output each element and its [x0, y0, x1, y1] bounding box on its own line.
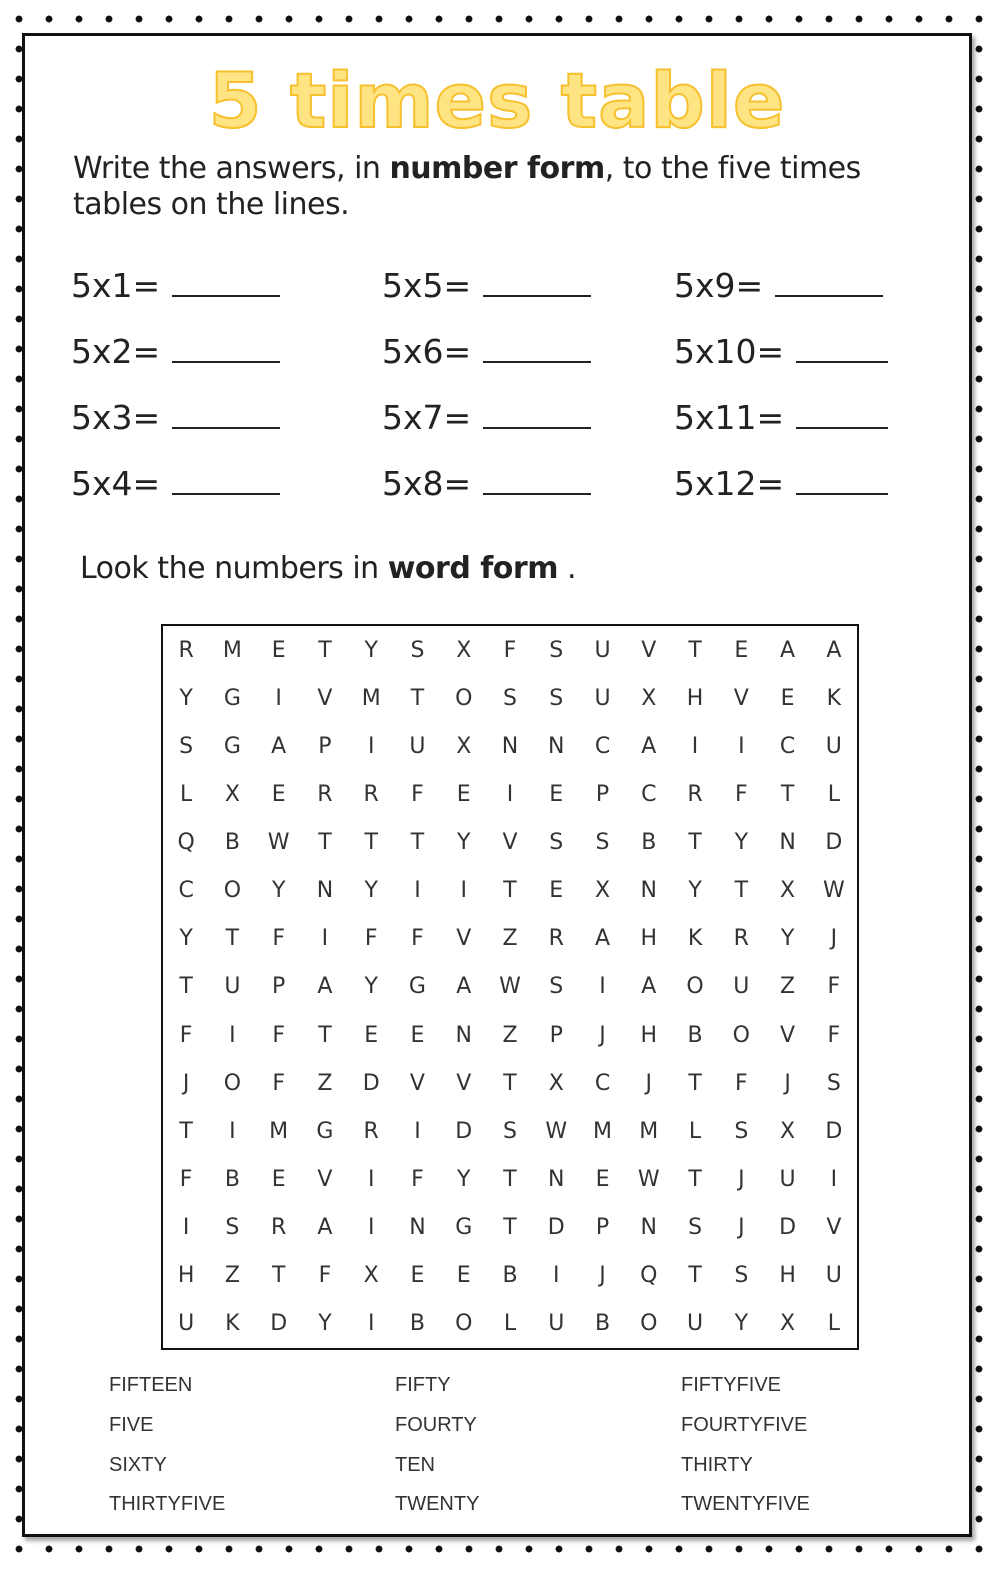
grid-letter[interactable]: Z	[502, 1022, 518, 1048]
equation-label: 5x11=	[674, 398, 785, 437]
answer-line[interactable]	[483, 403, 591, 429]
grid-letter[interactable]: X	[780, 878, 796, 904]
grid-letter[interactable]: Z	[317, 1070, 333, 1096]
instruction-start: Write the answers, in	[73, 151, 390, 186]
equation-label: 5x10=	[674, 332, 785, 371]
grid-letter[interactable]: N	[548, 733, 565, 759]
grid-letter[interactable]: J	[599, 1263, 606, 1289]
grid-letter[interactable]: A	[826, 637, 842, 663]
grid-letter[interactable]: S	[549, 637, 564, 663]
grid-letter[interactable]: A	[456, 974, 472, 1000]
grid-letter[interactable]: A	[594, 926, 611, 952]
equation	[674, 464, 888, 503]
grid-letter[interactable]: X	[641, 685, 657, 711]
grid-letter[interactable]: I	[738, 733, 745, 759]
grid-letter[interactable]: F	[272, 1070, 285, 1096]
grid-letter[interactable]: R	[548, 926, 564, 952]
grid-letter[interactable]: K	[225, 1311, 240, 1337]
grid-letter[interactable]: T	[271, 1263, 286, 1289]
grid-letter[interactable]: S	[225, 1215, 240, 1241]
grid-letter[interactable]: B	[224, 1167, 240, 1193]
grid-letter[interactable]: X	[594, 878, 611, 904]
grid-letter[interactable]: I	[367, 1215, 375, 1241]
grid-letter[interactable]: I	[599, 974, 606, 1000]
grid-letter[interactable]: V	[456, 926, 472, 952]
grid-letter[interactable]: G	[408, 974, 426, 1000]
grid-letter[interactable]: S	[549, 830, 564, 856]
grid-letter[interactable]: F	[179, 1167, 193, 1193]
word-prompt-start: Look the numbers in	[80, 551, 388, 586]
grid-letter[interactable]: C	[641, 781, 657, 807]
grid-letter[interactable]: R	[363, 781, 379, 807]
grid-letter[interactable]: X	[224, 781, 240, 807]
word-prompt-end: .	[557, 551, 577, 586]
grid-letter[interactable]: E	[456, 1263, 471, 1289]
word-list-item: FIVE	[109, 1414, 154, 1436]
grid-letter[interactable]: V	[456, 1070, 472, 1096]
grid-letter[interactable]: T	[225, 926, 240, 952]
equation	[382, 266, 591, 305]
grid-letter[interactable]: D	[825, 1118, 843, 1144]
grid-letter[interactable]: R	[363, 1118, 379, 1144]
grid-letter[interactable]: T	[734, 878, 749, 904]
grid-letter[interactable]: E	[780, 685, 795, 711]
grid-letter[interactable]: E	[271, 637, 286, 663]
grid-letter[interactable]: Z	[224, 1263, 240, 1289]
grid-letter[interactable]: A	[780, 637, 796, 663]
grid-letter[interactable]: S	[595, 830, 610, 856]
grid-letter[interactable]: A	[641, 974, 657, 1000]
grid-letter[interactable]: I	[229, 1022, 236, 1048]
grid-letter[interactable]: U	[825, 733, 842, 759]
grid-letter[interactable]: X	[780, 1311, 796, 1337]
grid-letter[interactable]: B	[641, 830, 657, 856]
grid-letter[interactable]: R	[687, 781, 703, 807]
grid-letter[interactable]: D	[825, 830, 843, 856]
grid-letter[interactable]: X	[363, 1263, 379, 1289]
grid-letter[interactable]: P	[318, 733, 332, 759]
word-search-instruction	[80, 551, 576, 586]
equation	[674, 398, 888, 437]
grid-letter[interactable]: U	[594, 685, 611, 711]
grid-letter[interactable]: I	[506, 781, 514, 807]
grid-letter[interactable]: M	[222, 637, 242, 663]
grid-letter[interactable]: T	[410, 685, 425, 711]
grid-letter[interactable]: O	[640, 1311, 658, 1337]
grid-letter[interactable]: I	[691, 733, 699, 759]
grid-letter[interactable]: O	[455, 685, 473, 711]
grid-letter[interactable]: N	[501, 733, 519, 759]
grid-letter[interactable]: Y	[179, 685, 193, 711]
equation-label: 5x8=	[382, 464, 472, 503]
equation	[71, 398, 280, 437]
equation-label: 5x12=	[674, 464, 785, 503]
grid-letter[interactable]: I	[229, 1118, 236, 1144]
answer-line[interactable]	[172, 403, 280, 429]
grid-letter[interactable]: N	[409, 1215, 426, 1241]
grid-letter[interactable]: E	[271, 781, 286, 807]
grid-letter[interactable]: T	[318, 1022, 332, 1048]
grid-letter[interactable]: A	[317, 974, 333, 1000]
answer-line[interactable]	[796, 403, 888, 429]
grid-letter[interactable]: B	[687, 1022, 703, 1048]
grid-letter[interactable]: P	[549, 1022, 563, 1048]
equation	[71, 332, 280, 371]
grid-letter[interactable]: A	[641, 733, 657, 759]
grid-letter[interactable]: S	[826, 1070, 841, 1096]
grid-letter[interactable]: W	[499, 974, 521, 1000]
grid-letter[interactable]: S	[179, 733, 194, 759]
grid-letter[interactable]: F	[503, 637, 517, 663]
grid-letter[interactable]: H	[686, 685, 704, 711]
word-list-item: THIRTY	[681, 1454, 753, 1476]
grid-letter[interactable]: E	[271, 1167, 286, 1193]
grid-letter[interactable]: U	[548, 1311, 565, 1337]
grid-letter[interactable]: U	[594, 637, 611, 663]
grid-letter[interactable]: T	[688, 1263, 702, 1289]
equation-label: 5x3=	[71, 398, 161, 437]
grid-letter[interactable]: W	[545, 1118, 568, 1144]
grid-letter[interactable]: Q	[640, 1263, 658, 1289]
grid-letter[interactable]: I	[182, 1215, 190, 1241]
grid-letter[interactable]: J	[645, 1070, 653, 1096]
word-prompt-bold: word form	[387, 551, 558, 586]
grid-letter[interactable]: Y	[734, 1311, 749, 1337]
grid-letter[interactable]: F	[411, 781, 424, 807]
grid-letter[interactable]: N	[779, 830, 796, 856]
grid-letter[interactable]: D	[270, 1311, 288, 1337]
grid-letter[interactable]: V	[317, 1167, 333, 1193]
grid-letter[interactable]: Y	[179, 926, 193, 952]
grid-letter[interactable]: J	[599, 1022, 606, 1048]
grid-letter[interactable]: V	[826, 1215, 842, 1241]
grid-letter[interactable]: I	[414, 878, 421, 904]
grid-letter[interactable]: G	[455, 1215, 473, 1241]
grid-letter[interactable]: V	[317, 685, 333, 711]
grid-letter[interactable]: I	[367, 733, 375, 759]
equation	[71, 464, 280, 503]
word-list-item: FIFTEEN	[109, 1374, 193, 1396]
grid-letter[interactable]: T	[179, 1118, 193, 1144]
grid-letter[interactable]: T	[318, 637, 332, 663]
grid-letter[interactable]: E	[364, 1022, 379, 1048]
grid-letter[interactable]: O	[686, 974, 704, 1000]
grid-letter[interactable]: T	[318, 830, 332, 856]
worksheet-title: 5 times table	[208, 56, 786, 145]
grid-letter[interactable]: C	[779, 733, 796, 759]
instruction-bold: number form	[389, 151, 605, 186]
grid-letter[interactable]: I	[367, 1167, 375, 1193]
grid-letter[interactable]: T	[179, 974, 193, 1000]
grid-letter[interactable]: J	[738, 1167, 745, 1193]
grid-letter[interactable]: K	[826, 685, 842, 711]
grid-letter[interactable]: V	[780, 1022, 796, 1048]
answer-line[interactable]	[483, 469, 591, 495]
grid-letter[interactable]: I	[553, 1263, 560, 1289]
grid-letter[interactable]: Y	[271, 878, 286, 904]
grid-letter[interactable]: Y	[364, 974, 378, 1000]
grid-letter[interactable]: F	[318, 1263, 332, 1289]
grid-letter[interactable]: X	[456, 637, 472, 663]
grid-letter[interactable]: C	[178, 878, 194, 904]
grid-letter[interactable]: D	[779, 1215, 797, 1241]
instruction-text	[73, 151, 953, 223]
grid-letter[interactable]: N	[316, 878, 334, 904]
grid-letter[interactable]: H	[640, 1022, 658, 1048]
grid-letter[interactable]: T	[364, 830, 378, 856]
grid-letter[interactable]: Y	[318, 1311, 332, 1337]
grid-letter[interactable]: T	[503, 1167, 517, 1193]
answer-line[interactable]	[483, 271, 591, 297]
word-list-item: SIXTY	[109, 1454, 167, 1476]
grid-letter[interactable]: T	[688, 1070, 702, 1096]
equation-label: 5x2=	[71, 332, 161, 371]
answer-line[interactable]	[172, 337, 280, 363]
answer-line[interactable]	[796, 337, 888, 363]
grid-letter[interactable]: U	[733, 974, 750, 1000]
grid-letter[interactable]: C	[594, 733, 611, 759]
grid-letter[interactable]: J	[182, 1070, 190, 1096]
grid-letter[interactable]: F	[364, 926, 378, 952]
grid-letter[interactable]: S	[549, 685, 564, 711]
grid-letter[interactable]: U	[224, 974, 241, 1000]
grid-letter[interactable]: H	[640, 926, 658, 952]
grid-letter[interactable]: D	[362, 1070, 380, 1096]
grid-letter[interactable]: Y	[364, 878, 378, 904]
grid-letter[interactable]: W	[822, 878, 845, 904]
grid-letter[interactable]: I	[321, 926, 329, 952]
equation	[674, 332, 888, 371]
equation	[382, 464, 591, 503]
grid-letter[interactable]: T	[780, 781, 795, 807]
instruction-end: , to the five times tables on the lines.	[73, 151, 861, 222]
grid-letter[interactable]: S	[734, 1118, 749, 1144]
grid-letter[interactable]: Y	[780, 926, 795, 952]
word-list-item: TWENTYFIVE	[681, 1493, 810, 1515]
grid-letter[interactable]: D	[455, 1118, 473, 1144]
equation-label: 5x7=	[382, 398, 472, 437]
grid-letter[interactable]: N	[548, 1167, 565, 1193]
grid-letter[interactable]: B	[594, 1311, 611, 1337]
grid-letter[interactable]: T	[688, 1167, 702, 1193]
grid-letter[interactable]: I	[414, 1118, 421, 1144]
grid-letter[interactable]: E	[595, 1167, 610, 1193]
grid-letter[interactable]: F	[411, 926, 424, 952]
grid-letter[interactable]: B	[409, 1311, 425, 1337]
grid-letter[interactable]: N	[640, 878, 658, 904]
grid-letter[interactable]: F	[179, 1022, 193, 1048]
equation-label: 5x6=	[382, 332, 472, 371]
grid-letter[interactable]: G	[223, 733, 241, 759]
grid-letter[interactable]: I	[460, 878, 467, 904]
grid-letter[interactable]: G	[316, 1118, 334, 1144]
equation	[382, 332, 591, 371]
grid-letter[interactable]: X	[780, 1118, 796, 1144]
grid-letter[interactable]: R	[317, 781, 333, 807]
grid-letter[interactable]: P	[272, 974, 286, 1000]
grid-letter[interactable]: E	[734, 637, 749, 663]
grid-letter[interactable]: S	[549, 974, 564, 1000]
grid-letter[interactable]: N	[455, 1022, 472, 1048]
grid-letter[interactable]: H	[177, 1263, 195, 1289]
grid-letter[interactable]: O	[732, 1022, 750, 1048]
grid-letter[interactable]: M	[269, 1118, 289, 1144]
grid-letter[interactable]: Y	[364, 637, 378, 663]
grid-letter[interactable]: F	[272, 1022, 285, 1048]
grid-letter[interactable]: F	[411, 1167, 424, 1193]
grid-letter[interactable]: M	[639, 1118, 659, 1144]
grid-letter[interactable]: V	[641, 637, 657, 663]
equation	[674, 266, 883, 305]
answer-line[interactable]	[172, 271, 280, 297]
grid-letter[interactable]: V	[409, 1070, 425, 1096]
grid-letter[interactable]: Z	[502, 926, 518, 952]
grid-letter[interactable]: W	[267, 830, 290, 856]
grid-letter[interactable]: E	[456, 781, 471, 807]
grid-letter[interactable]: U	[409, 733, 426, 759]
grid-letter[interactable]: O	[455, 1311, 473, 1337]
grid-letter[interactable]: E	[549, 781, 564, 807]
grid-letter[interactable]: F	[827, 1022, 841, 1048]
grid-letter[interactable]: R	[178, 637, 194, 663]
equation-label: 5x4=	[71, 464, 161, 503]
grid-letter[interactable]: N	[640, 1215, 658, 1241]
word-list-item: FIFTY	[395, 1374, 451, 1396]
answer-line[interactable]	[483, 337, 591, 363]
grid-letter[interactable]: E	[410, 1022, 425, 1048]
answer-line[interactable]	[796, 469, 888, 495]
grid-letter[interactable]: Q	[177, 830, 195, 856]
grid-letter[interactable]: L	[688, 1118, 702, 1144]
grid-letter[interactable]: T	[503, 1070, 517, 1096]
grid-letter[interactable]: R	[733, 926, 749, 952]
grid-letter[interactable]: F	[272, 926, 285, 952]
grid-letter[interactable]: V	[733, 685, 749, 711]
word-search-grid	[161, 624, 859, 1350]
word-list-item: FOURTYFIVE	[681, 1414, 808, 1436]
grid-letter[interactable]: T	[503, 878, 517, 904]
grid-letter[interactable]: H	[779, 1263, 796, 1289]
word-list-item: FIFTYFIVE	[681, 1374, 781, 1396]
equation	[71, 266, 280, 305]
grid-letter[interactable]: S	[688, 1215, 703, 1241]
grid-letter[interactable]: T	[688, 830, 702, 856]
word-list-item: THIRTYFIVE	[109, 1493, 226, 1515]
grid-letter[interactable]: U	[779, 1167, 796, 1193]
grid-letter[interactable]: S	[503, 1118, 517, 1144]
grid-letter[interactable]: G	[223, 685, 241, 711]
grid-letter[interactable]: Y	[688, 878, 702, 904]
grid-letter[interactable]: R	[271, 1215, 287, 1241]
word-list-item: TEN	[395, 1454, 435, 1476]
grid-letter[interactable]: D	[547, 1215, 565, 1241]
grid-letter[interactable]: T	[688, 637, 702, 663]
grid-letter[interactable]: F	[827, 974, 841, 1000]
grid-letter[interactable]: Y	[734, 830, 749, 856]
grid-letter[interactable]: T	[503, 1215, 517, 1241]
grid-letter[interactable]: Y	[457, 1167, 471, 1193]
grid-letter[interactable]: O	[223, 878, 242, 904]
grid-letter[interactable]: I	[367, 1311, 375, 1337]
grid-letter[interactable]: C	[594, 1070, 611, 1096]
answer-line[interactable]	[172, 469, 280, 495]
grid-letter[interactable]: F	[734, 1070, 748, 1096]
word-list-item: TWENTY	[395, 1493, 480, 1515]
equation	[382, 398, 591, 437]
grid-letter[interactable]: S	[503, 685, 517, 711]
grid-letter[interactable]: Y	[457, 830, 471, 856]
grid-letter[interactable]: I	[275, 685, 282, 711]
grid-letter[interactable]: X	[456, 733, 472, 759]
grid-letter[interactable]: A	[271, 733, 287, 759]
grid-letter[interactable]: A	[317, 1215, 333, 1241]
grid-letter[interactable]: J	[738, 1215, 745, 1241]
grid-letter[interactable]: B	[224, 830, 240, 856]
grid-letter[interactable]: F	[734, 781, 748, 807]
grid-letter[interactable]: S	[410, 637, 425, 663]
grid-letter[interactable]: U	[825, 1263, 842, 1289]
grid-letter[interactable]: L	[827, 781, 840, 807]
grid-letter[interactable]: W	[637, 1167, 660, 1193]
grid-letter[interactable]: E	[410, 1263, 425, 1289]
grid-letter[interactable]: X	[548, 1070, 564, 1096]
grid-letter[interactable]: M	[593, 1118, 613, 1144]
grid-letter[interactable]: B	[502, 1263, 518, 1289]
equation-label: 5x5=	[382, 266, 472, 305]
grid-letter[interactable]: S	[734, 1263, 749, 1289]
equation-label: 5x9=	[674, 266, 764, 305]
grid-letter[interactable]: L	[827, 1311, 840, 1337]
worksheet	[22, 33, 972, 1537]
grid-letter[interactable]: U	[687, 1311, 704, 1337]
grid-letter[interactable]: P	[595, 1215, 610, 1241]
answer-line[interactable]	[775, 271, 883, 297]
word-list-item: FOURTY	[395, 1414, 477, 1436]
grid-letter[interactable]: P	[595, 781, 610, 807]
grid-letter[interactable]: T	[410, 830, 425, 856]
grid-letter[interactable]: U	[178, 1311, 195, 1337]
grid-letter[interactable]: M	[361, 685, 381, 711]
grid-letter[interactable]: K	[687, 926, 703, 952]
grid-letter[interactable]: L	[180, 781, 193, 807]
grid-letter[interactable]: L	[503, 1311, 517, 1337]
grid-letter[interactable]: I	[830, 1167, 838, 1193]
grid-letter[interactable]: V	[502, 830, 518, 856]
grid-letter[interactable]: J	[784, 1070, 791, 1096]
grid-letter[interactable]: Z	[780, 974, 796, 1000]
grid-letter[interactable]: J	[830, 926, 838, 952]
equation-label: 5x1=	[71, 266, 161, 305]
grid-letter[interactable]: E	[549, 878, 564, 904]
grid-letter[interactable]: O	[223, 1070, 242, 1096]
